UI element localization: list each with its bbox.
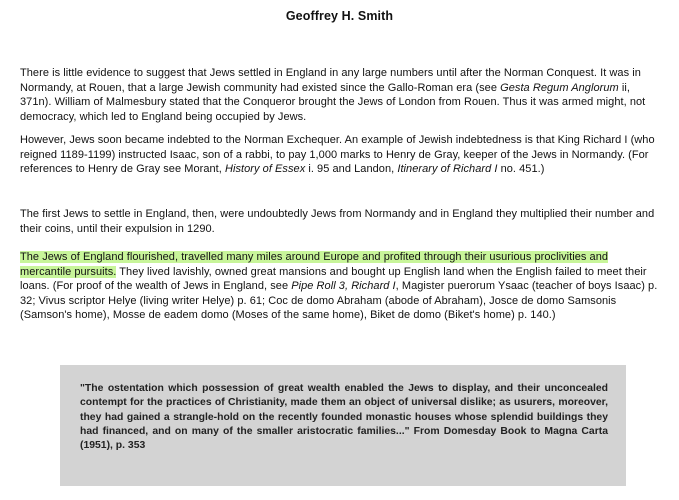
quote-box xyxy=(60,365,626,486)
paragraph-first-jews xyxy=(20,207,660,246)
p3-text: The first Jews to settle in England, then, were undoubtedly Jews from Normandy and in England they multiplied their number and their coins, until their expulsion in 1290. xyxy=(20,208,655,235)
p2-italic-title-b: Itinerary of Richard I xyxy=(397,163,498,176)
paragraph-norman-conquest xyxy=(20,66,660,134)
quote-text: "The ostentation which possession of great wealth enabled the Jews to display, and their unconcealed contempt for the practices of Christianity, made them an object of universal dislike; as usurers, moreover, they had gained a strangle-hold on the recently founded monastic houses whose splendid buildings they had financed, and on many of the smaller aristocratic families..." From Domesday Book to Magna Carta (1951), p. 353 xyxy=(80,383,608,452)
p1-italic-title: Gesta Regum Anglorum xyxy=(500,81,619,94)
p2-text-c: no. 451.) xyxy=(497,163,545,176)
p2-italic-title-a: History of Essex xyxy=(224,163,306,176)
p2-text-b: i. 95 and Landon, xyxy=(305,163,398,176)
p2-text-a: However, Jews soon became indebted to the Norman Exchequer. An example of Jewish indebtedness is that King Richard I (who reigned 1189-1199) instructed Isaac, son of a rabbi, to pay 1,000 marks to Henry de Gray, keeper of the Jews in Normandy. (For references to Henry de Gray see Morant, xyxy=(20,134,655,176)
p1-text-b: ii, 371n). William of Malmesbury stated that the Conqueror brought the Jews of London from Rouen. Thus it was armed might, not democracy, which led to England being occupied by Jews. xyxy=(20,81,646,123)
highlighted-sentence: The Jews of England flourished, travelled many miles around Europe and profited through their usurious proclivities and mercantile pursuits. xyxy=(20,251,609,278)
paragraph-flourished xyxy=(20,250,660,333)
p4-italic-title: Pipe Roll 3, Richard I xyxy=(291,280,396,293)
paragraph-indebtedness xyxy=(20,133,660,187)
p4-text-b: , Magister puerorum Ysaac (teacher of boys Isaac) p. 32; Vivus scriptor Helye (living writer Helye) p. 61; Coc de domo Abraham (abode of Abraham), Josce de domo Samsonis (Samson's home), Mosse de eadem domo (Moses of the same home), Biket de domo (Biket's home) p. 140.) xyxy=(20,280,658,322)
p4-text-a: They lived lavishly, owned great mansions and bought up English land when the English failed to meet their loans. (For proof of the wealth of Jews in England, see xyxy=(20,265,647,293)
author-heading: Geoffrey H. Smith xyxy=(285,9,394,23)
p1-text-a: There is little evidence to suggest that Jews settled in England in any large numbers until after the Norman Conquest. It was in Normandy, at Rouen, that a large Jewish community had existed since the Gallo-Roman era (see xyxy=(20,67,641,94)
